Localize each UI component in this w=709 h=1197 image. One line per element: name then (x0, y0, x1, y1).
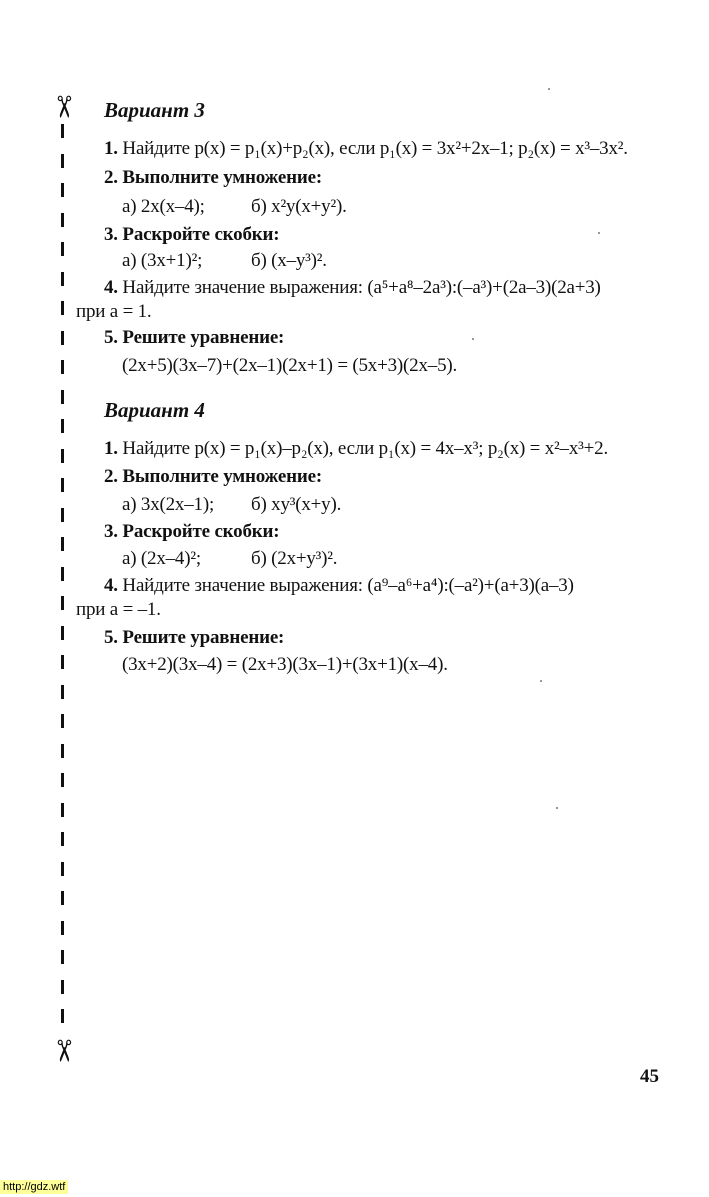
task-number: 4. (104, 575, 118, 596)
scan-speck (548, 88, 550, 90)
cut-dash (61, 832, 64, 846)
task-number: 5. (104, 627, 118, 648)
v3-task-5 (104, 327, 284, 349)
cut-dash (61, 183, 64, 197)
task-text: Раскройте скобки: (122, 521, 280, 542)
variant-3-title: Вариант 3 (104, 98, 205, 122)
cut-dash (61, 124, 64, 138)
v4-task-2 (104, 466, 322, 488)
cut-dash (61, 685, 64, 699)
task-text: Найдите p(x) = p₁(x)–p₂(x), если p₁(x) = 4x–x³; p₂(x) = x²–x³+2. (122, 438, 609, 459)
cut-dash (61, 980, 64, 994)
cut-dash (61, 891, 64, 905)
cut-dash (61, 331, 64, 345)
cut-dash (61, 154, 64, 168)
task-number: 2. (104, 167, 118, 188)
cut-dash (61, 626, 64, 640)
task-text: Решите уравнение: (122, 627, 285, 648)
scan-speck (472, 338, 474, 340)
task-number: 4. (104, 277, 118, 298)
task-text: Выполните умножение: (122, 167, 322, 188)
cut-dash (61, 596, 64, 610)
cut-dash (61, 360, 64, 374)
cut-dash (61, 449, 64, 463)
cut-dash (61, 390, 64, 404)
v3-task-3b: б) (x–y³)². (251, 250, 327, 271)
v3-task-2a: а) 2x(x–4); (122, 196, 205, 217)
cut-dash (61, 301, 64, 315)
cut-dash (61, 272, 64, 286)
cut-dash (61, 537, 64, 551)
v3-task-2 (104, 167, 322, 189)
cut-dash (61, 1009, 64, 1023)
cut-dash (61, 921, 64, 935)
scan-speck (598, 232, 600, 234)
v4-task-3 (104, 521, 279, 543)
cut-dash (61, 744, 64, 758)
task-number: 5. (104, 327, 118, 348)
task-text: Найдите p(x) = p₁(x)+p₂(x), если p₁(x) = 3x²+2x–1; p₂(x) = x³–3x². (122, 138, 628, 159)
cut-dash (61, 714, 64, 728)
task-number: 1. (104, 438, 118, 459)
scissors-icon: ✂ (45, 94, 81, 120)
v4-task-2b: б) xy³(x+y). (251, 494, 342, 515)
v4-task-5 (104, 627, 284, 649)
cut-dash (61, 419, 64, 433)
cut-dash (61, 862, 64, 876)
v3-task-1 (104, 138, 628, 160)
v3-task-5-equation: (2x+5)(3x–7)+(2x–1)(2x+1) = (5x+3)(2x–5). (122, 355, 458, 376)
scan-speck (556, 807, 558, 809)
task-text: Решите уравнение: (122, 327, 285, 348)
source-link[interactable]: http://gdz.wtf (0, 1180, 68, 1194)
scissors-icon: ✂ (45, 1038, 81, 1064)
v4-task-1 (104, 438, 608, 460)
task-number: 1. (104, 138, 118, 159)
cut-dash (61, 508, 64, 522)
cut-dash (61, 803, 64, 817)
v4-task-3a: а) (2x–4)²; (122, 548, 201, 569)
task-text: Найдите значение выражения: (a⁵+a⁸–2a³):(–a³)+(2a–3)(2a+3) (122, 277, 601, 298)
page-number: 45 (640, 1066, 659, 1087)
task-text: Выполните умножение: (122, 466, 322, 487)
task-number: 3. (104, 224, 118, 245)
cut-dash (61, 567, 64, 581)
task-number: 3. (104, 521, 118, 542)
v4-task-4-cont: при a = –1. (76, 599, 161, 620)
cut-dash (61, 478, 64, 492)
scan-speck (540, 680, 542, 682)
cut-dash (61, 655, 64, 669)
cut-dash (61, 773, 64, 787)
task-text: Найдите значение выражения: (a⁹–a⁶+a⁴):(–a²)+(a+3)(a–3) (122, 575, 574, 596)
v4-task-5-equation: (3x+2)(3x–4) = (2x+3)(3x–1)+(3x+1)(x–4). (122, 654, 448, 675)
v3-task-3 (104, 224, 279, 246)
v3-task-2b: б) x²y(x+y²). (251, 196, 347, 217)
v4-task-2a: а) 3x(2x–1); (122, 494, 215, 515)
v3-task-4-cont: при a = 1. (76, 301, 152, 322)
cut-dash (61, 242, 64, 256)
v3-task-3a: а) (3x+1)²; (122, 250, 203, 271)
task-text: Раскройте скобки: (122, 224, 280, 245)
cut-dash (61, 213, 64, 227)
variant-4-title: Вариант 4 (104, 398, 205, 422)
task-number: 2. (104, 466, 118, 487)
v4-task-4 (104, 575, 574, 597)
v3-task-4 (104, 277, 601, 299)
v4-task-3b: б) (2x+y³)². (251, 548, 338, 569)
cut-dash (61, 950, 64, 964)
